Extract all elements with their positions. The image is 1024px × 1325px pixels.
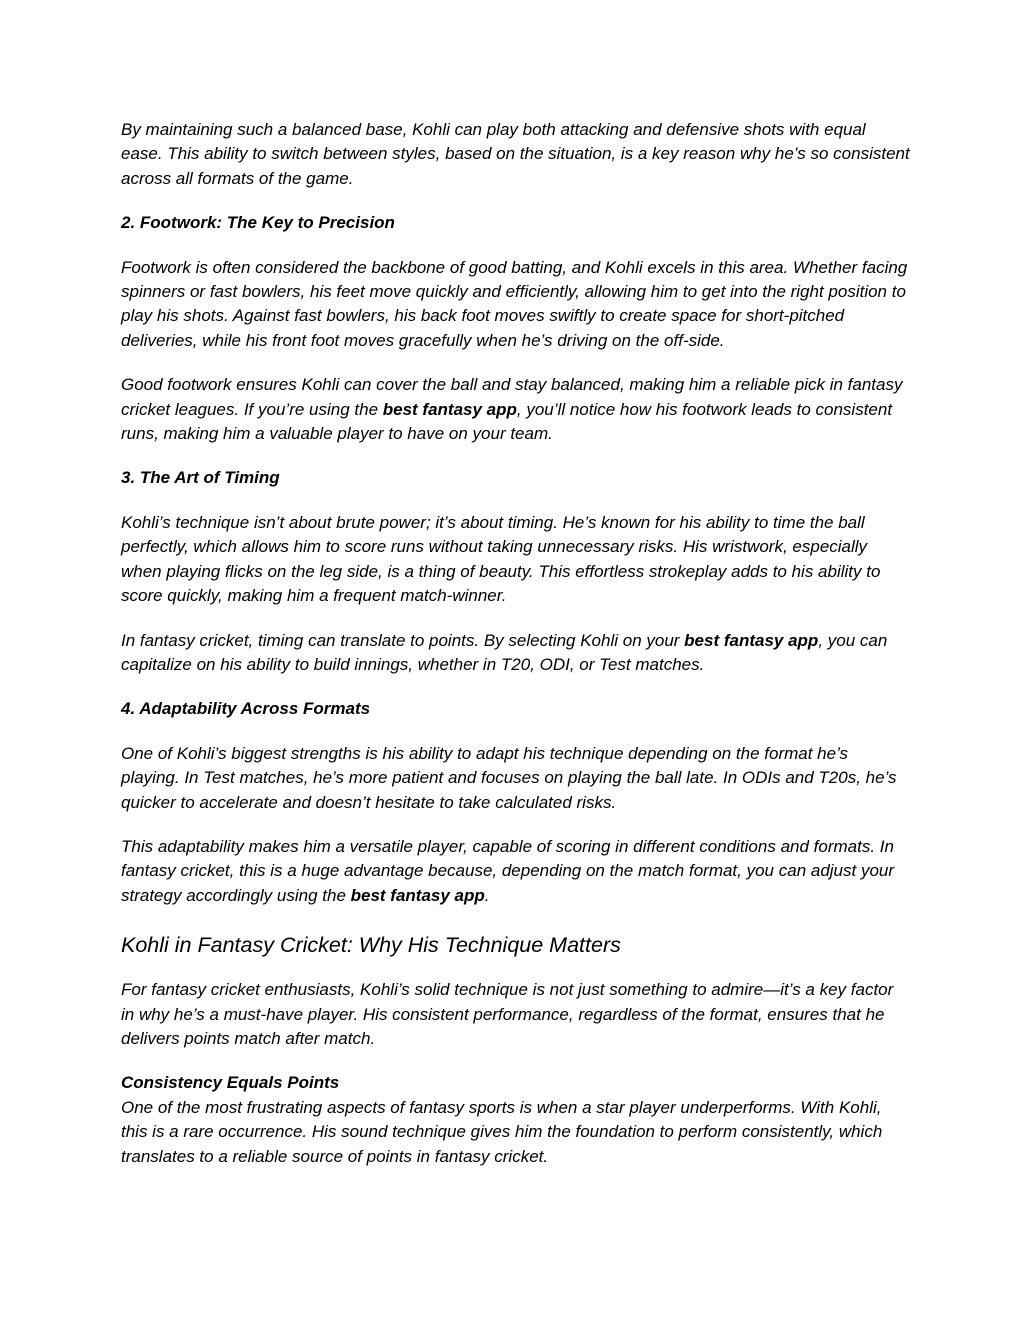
paragraph-consistency: One of the most frustrating aspects of fantasy sports is when a star player underperforms. With Kohli, this is a rare occurrence. His sound technique gives him the foundation to perform consistently, which translates to a reliable source of points in fantasy cricket. bbox=[121, 1097, 883, 1166]
bold-link-text: best fantasy app bbox=[350, 885, 485, 905]
paragraph-timing-points bbox=[121, 629, 911, 678]
document-page bbox=[121, 118, 911, 1169]
text-segment: , you’ll notice how his footwork leads to consistent runs, making him a valuable player to have on your team. bbox=[121, 399, 893, 444]
paragraph-versatile bbox=[121, 835, 911, 908]
paragraph-good-footwork bbox=[121, 373, 911, 446]
paragraph-adaptability: One of Kohli’s biggest strengths is his ability to adapt his technique depending on the format he’s playing. In Test matches, he’s more patient and focuses on playing the ball late. In ODIs and T20s, he’s quicker to accelerate and doesn’t hesitate to take calculated risks. bbox=[121, 743, 897, 812]
bold-link-text: best fantasy app bbox=[684, 630, 819, 650]
heading-consistency: Consistency Equals Points bbox=[121, 1073, 340, 1093]
heading-adaptability: 4. Adaptability Across Formats bbox=[121, 699, 371, 719]
paragraph-timing: Kohli’s technique isn’t about brute power; it’s about timing. He’s known for his ability to time the ball perfectly, which allows him to score runs without taking unnecessary risks. His wristwork, especially when playing flicks on the leg side, is a thing of beauty. This effortless strokeplay adds to his ability to score quickly, making him a frequent match-winner. bbox=[121, 512, 881, 606]
paragraph-balanced-base: By maintaining such a balanced base, Kohli can play both attacking and defensive shots with equal ease. This ability to switch between styles, based on the situation, is a key reason why he’s so consistent across all formats of the game. bbox=[121, 120, 910, 188]
text-segment: Good footwork ensures Kohli can cover the ball and stay balanced, making him a reliable pick in fantasy cricket leagues. If you’re using the bbox=[121, 375, 903, 419]
heading-footwork: 2. Footwork: The Key to Precision bbox=[121, 213, 395, 233]
paragraph-enthusiasts: For fantasy cricket enthusiasts, Kohli’s solid technique is not just something to admire—it’s a key factor in why he’s a must-have player. His consistent performance, regardless of the format, ensures that he delivers points match after match. bbox=[121, 980, 894, 1048]
bold-link-text: best fantasy app bbox=[382, 399, 517, 419]
heading-kohli-fantasy: Kohli in Fantasy Cricket: Why His Technique Matters bbox=[121, 933, 621, 958]
heading-timing: 3. The Art of Timing bbox=[121, 468, 280, 488]
text-segment: In fantasy cricket, timing can translate to points. By selecting Kohli on your bbox=[121, 630, 685, 650]
paragraph-footwork: Footwork is often considered the backbone of good batting, and Kohli excels in this area. Whether facing spinners or fast bowlers, his feet move quickly and efficiently, allowing him to get into the right position to play his shots. Against fast bowlers, his back foot moves swiftly to create space for short-pitched deliveries, while his front foot moves gracefully when he’s driving on the off-side. bbox=[121, 257, 908, 350]
text-segment: This adaptability makes him a versatile player, capable of scoring in different conditions and formats. In fantasy cricket, this is a huge advantage because, depending on the match format, you can adjust your strategy accordingly using the bbox=[121, 836, 895, 905]
text-segment: . bbox=[484, 885, 490, 905]
text-segment: , you can capitalize on his ability to build innings, whether in T20, ODI, or Test matches. bbox=[121, 630, 888, 674]
